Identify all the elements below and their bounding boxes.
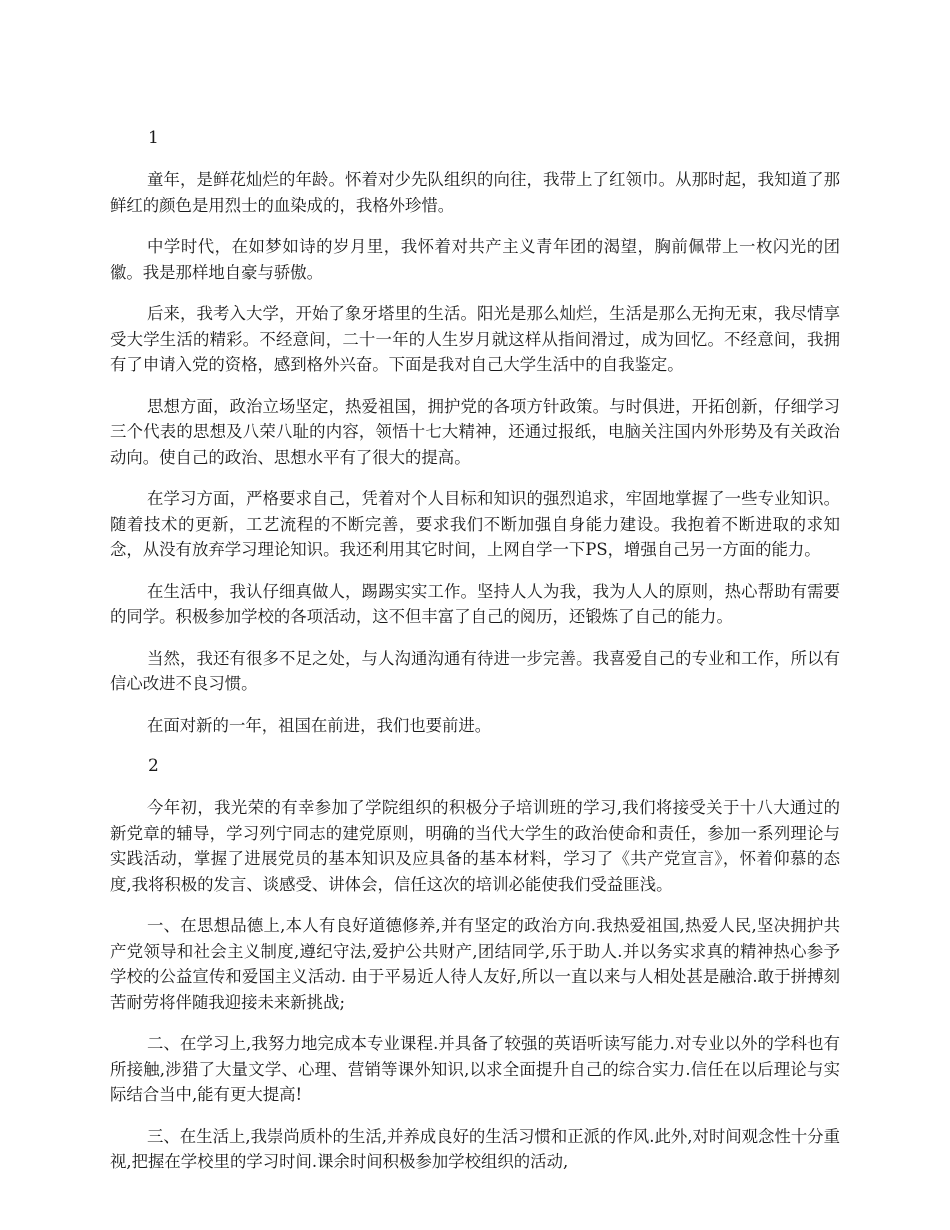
paragraph: 三、在生活上,我崇尚质朴的生活,并养成良好的生活习惯和正派的作风.此外,对时间观念性十分重视,把握在学校里的学习时间.课余时间积极参加学校组织的活动, [110, 1126, 840, 1171]
section-number: 2 [148, 756, 159, 776]
paragraph: 当然，我还有很多不足之处，与人沟通沟通有待进一步完善。我喜爱自己的专业和工作，所以有信心改进不良习惯。 [110, 648, 840, 693]
paragraph: 在生活中，我认仔细真做人，踢踢实实工作。坚持人人为我，我为人人的原则，热心帮助有需要的同学。积极参加学校的各项活动，这不但丰富了自己的阅历，还锻炼了自己的能力。 [110, 581, 840, 626]
paragraph: 一、在思想品德上,本人有良好道德修养,并有坚定的政治方向.我热爱祖国,热爱人民,坚决拥护共产党领导和社会主义制度,遵纪守法,爱护公共财产,团结同学,乐于助人.并以务实求真的精神热心参予学校的公益宣传和爱国主义活动. 由于平易近人待人友好,所以一直以来与人相处甚是融洽.敢于拼搏刻苦耐劳将伴随我迎接未来新挑战; [110, 916, 840, 1012]
paragraph: 在面对新的一年，祖国在前进，我们也要前进。 [147, 715, 492, 735]
paragraph: 二、在学习上,我努力地完成本专业课程.并具备了较强的英语听读写能力.对专业以外的学科也有所接触,涉猎了大量文学、心理、营销等课外知识,以求全面提升自己的综合实力.信任在以后理论与实际结合当中,能有更大提高! [110, 1034, 840, 1104]
paragraph: 童年，是鲜花灿烂的年龄。怀着对少先队组织的向往，我带上了红领巾。从那时起，我知道了那鲜红的颜色是用烈士的血染成的，我格外珍惜。 [110, 170, 840, 215]
paragraph: 在学习方面，严格要求自己，凭着对个人目标和知识的强烈追求，牢固地掌握了一些专业知识。随着技术的更新，工艺流程的不断完善，要求我们不断加强自身能力建设。我抱着不断进取的求知念，从没有放弃学习理论知识。我还利用其它时间，上网自学一下PS，增强自己另一方面的能力。 [110, 489, 840, 559]
section-number: 1 [148, 128, 159, 148]
paragraph: 中学时代，在如梦如诗的岁月里，我怀着对共产主义青年团的渴望，胸前佩带上一枚闪光的团徽。我是那样地自豪与骄傲。 [110, 237, 840, 282]
paragraph: 后来，我考入大学，开始了象牙塔里的生活。阳光是那么灿烂，生活是那么无拘无束，我尽情享受大学生活的精彩。不经意间，二十一年的人生岁月就这样从指间滑过，成为回忆。不经意间，我拥有了申请入党的资格，感到格外兴奋。下面是我对自己大学生活中的自我鉴定。 [110, 304, 840, 374]
paragraph: 思想方面，政治立场坚定，热爱祖国，拥护党的各项方针政策。与时俱进，开拓创新，仔细学习三个代表的思想及八荣八耻的内容，领悟十七大精神，还通过报纸，电脑关注国内外形势及有关政治动向。使自己的政治、思想水平有了很大的提高。 [110, 396, 840, 467]
paragraph: 今年初，我光荣的有幸参加了学院组织的积极分子培训班的学习,我们将接受关于十八大通过的新党章的辅导，学习列宁同志的建党原则，明确的当代大学生的政治使命和责任，参加一系列理论与实践活动，掌握了进展党员的基本知识及应具备的基本材料，学习了《共产党宣言》，怀着仰慕的态度,我将积极的发言、谈感受、讲体会，信任这次的培训必能使我们受益匪浅。 [110, 798, 840, 894]
